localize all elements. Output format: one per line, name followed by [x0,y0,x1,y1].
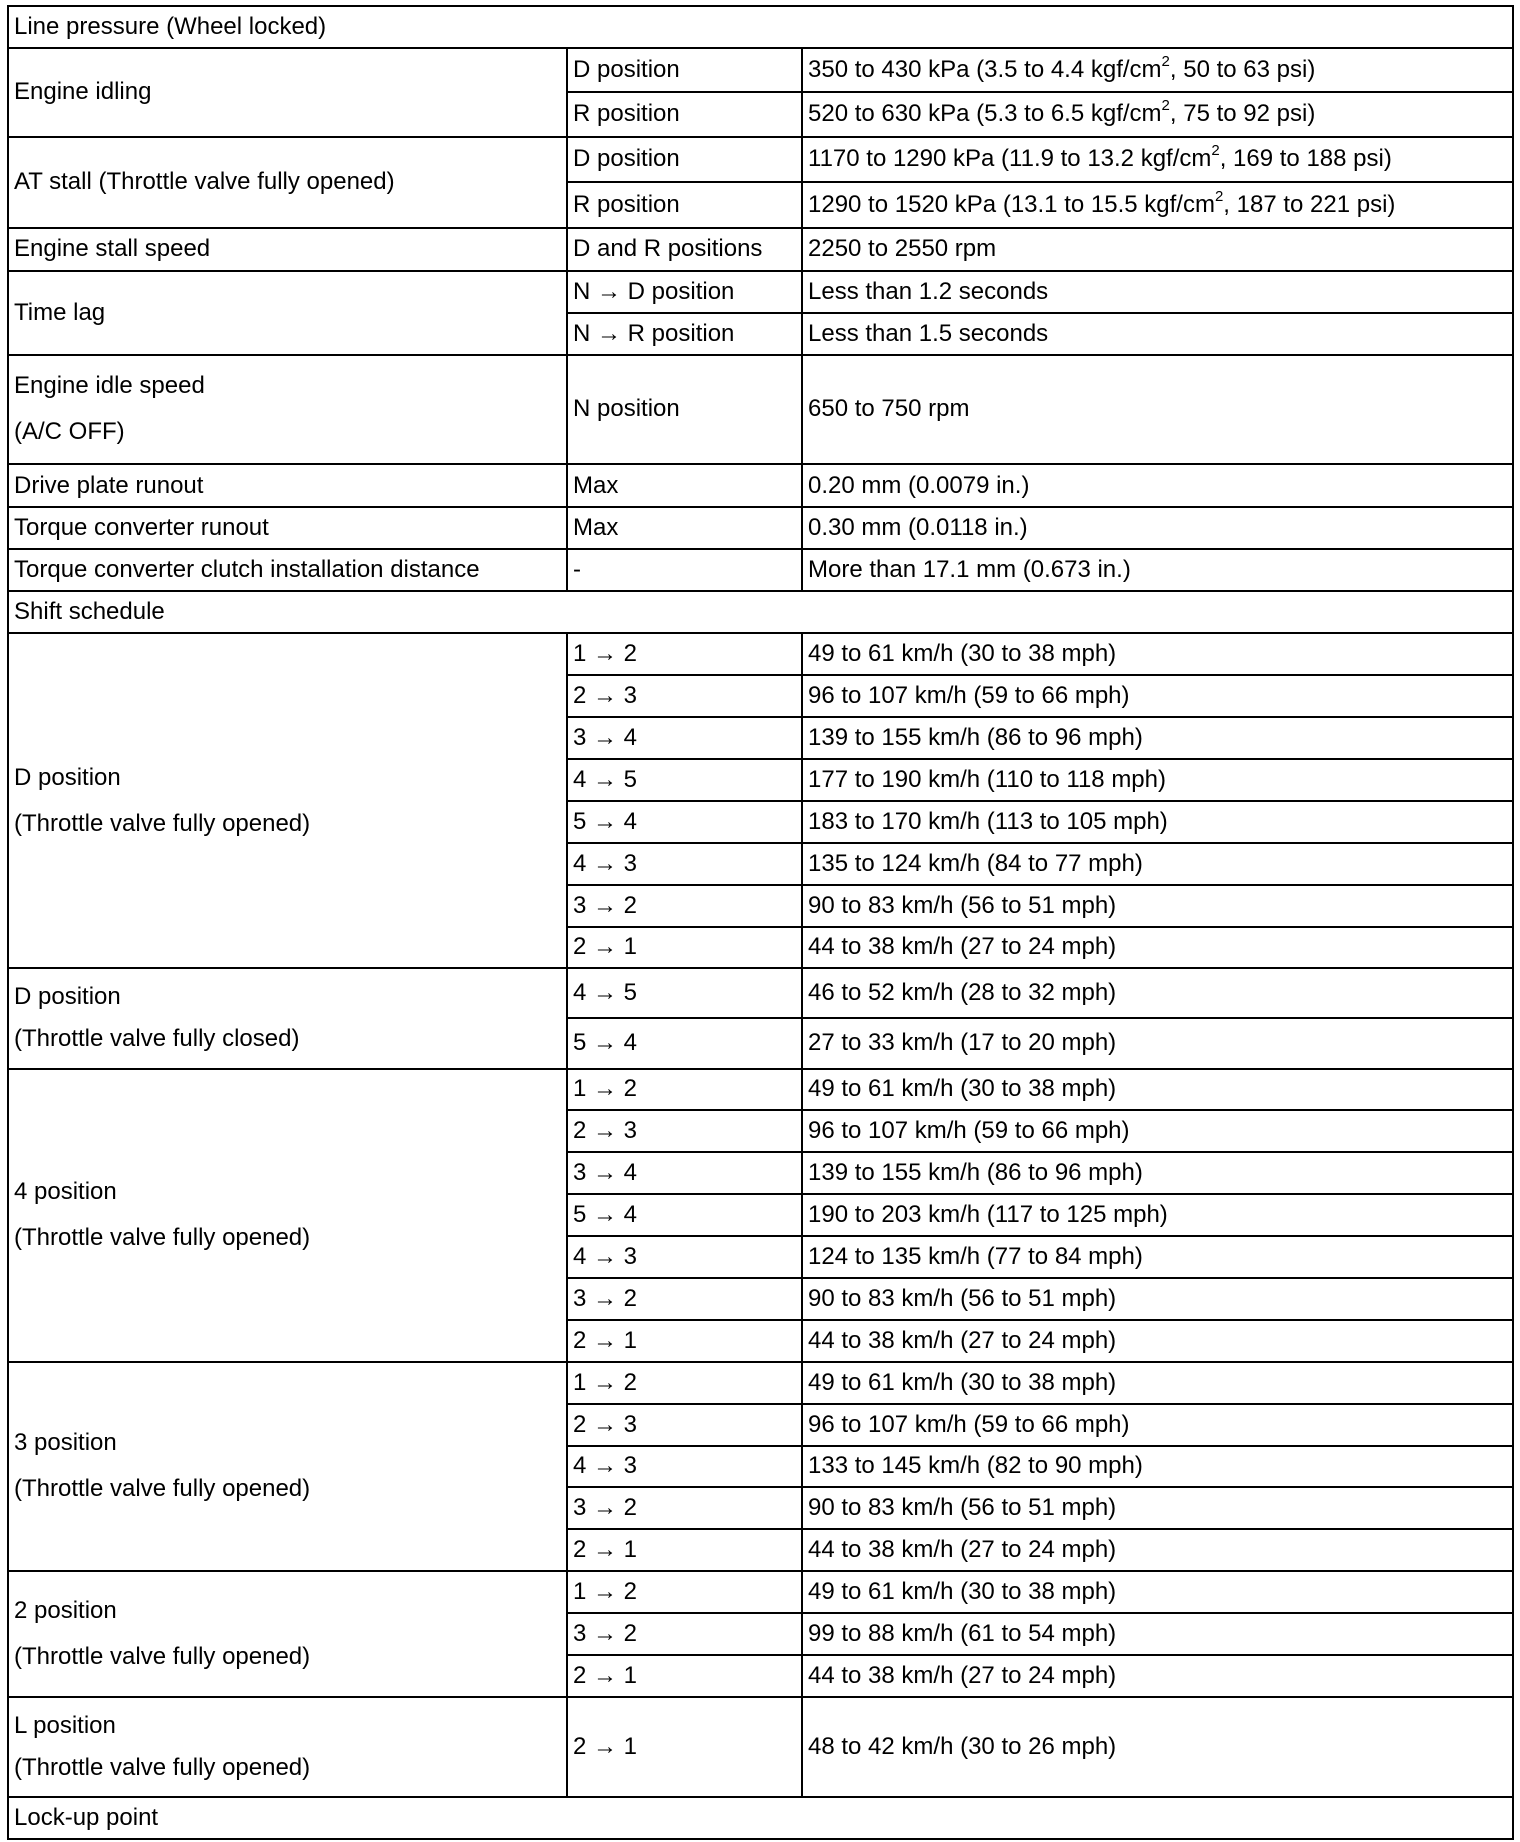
shift-cell: 3 → 2 [567,1278,802,1320]
position-cell: Max [567,464,802,507]
speed-value-cell: 90 to 83 km/h (56 to 51 mph) [802,1487,1513,1529]
item-label-engine-idling: Engine idling [8,48,567,137]
shift-cell: 3 → 4 [567,717,802,759]
value-cell: 0.20 mm (0.0079 in.) [802,464,1513,507]
table-row [8,228,1513,271]
shift-schedule-body [8,633,1513,1797]
shift-cell: 2 → 3 [567,1110,802,1152]
value-cell: Less than 1.2 seconds [802,271,1513,313]
item-label-torque-converter-clutch: Torque converter clutch installation distance [8,549,567,591]
shift-cell: 4 → 3 [567,843,802,885]
position-cell: D position [567,137,802,182]
shift-cell: 3 → 2 [567,885,802,927]
position-cell: N → R position [567,313,802,355]
value-cell: More than 17.1 mm (0.673 in.) [802,549,1513,591]
position-cell: D and R positions [567,228,802,271]
lockup-body [8,1797,1513,1839]
shift-group-label: 3 position (Throttle valve fully opened) [8,1362,567,1571]
value-cell: 2250 to 2550 rpm [802,228,1513,271]
item-label-engine-idle-speed: Engine idle speed (A/C OFF) [8,355,567,465]
speed-value-cell: 90 to 83 km/h (56 to 51 mph) [802,1278,1513,1320]
speed-value-cell: 177 to 190 km/h (110 to 118 mph) [802,759,1513,801]
speed-value-cell: 96 to 107 km/h (59 to 66 mph) [802,1110,1513,1152]
speed-value-cell: 190 to 203 km/h (117 to 125 mph) [802,1194,1513,1236]
shift-cell: 5 → 4 [567,1194,802,1236]
speed-value-cell: 90 to 83 km/h (56 to 51 mph) [802,885,1513,927]
position-cell: R position [567,92,802,136]
speed-value-cell: 44 to 38 km/h (27 to 24 mph) [802,927,1513,969]
value-cell: 520 to 630 kPa (5.3 to 6.5 kgf/$cm^2$, 75 to 92 psi) [802,92,1513,136]
item-label-engine-stall-speed: Engine stall speed [8,228,567,271]
table-row [8,271,1513,313]
shift-group-label: 2 position (Throttle valve fully opened) [8,1571,567,1697]
section-title-shift-schedule: Shift schedule [8,591,1513,633]
table-row [8,137,1513,182]
value-cell: 1290 to 1520 kPa (13.1 to 15.5 kgf/$cm^2$, 187 to 221 psi) [802,182,1513,227]
shift-cell: 1 → 2 [567,1362,802,1404]
table-row [8,1069,1513,1111]
position-cell: - [567,549,802,591]
shift-group-label: L position (Throttle valve fully opened) [8,1697,567,1797]
section-title-line-pressure: Line pressure (Wheel locked) [8,6,1513,48]
shift-cell: 3 → 2 [567,1613,802,1655]
table-row [8,464,1513,507]
item-label-time-lag: Time lag [8,271,567,355]
speed-value-cell: 139 to 155 km/h (86 to 96 mph) [802,717,1513,759]
value-cell: 1170 to 1290 kPa (11.9 to 13.2 kgf/$cm^2$, 169 to 188 psi) [802,137,1513,182]
spec-table [7,5,1514,1840]
speed-value-cell: 139 to 155 km/h (86 to 96 mph) [802,1152,1513,1194]
shift-cell: 5 → 4 [567,801,802,843]
value-cell: Less than 1.5 seconds [802,313,1513,355]
speed-value-cell: 49 to 61 km/h (30 to 38 mph) [802,1571,1513,1613]
table-row [8,968,1513,1018]
shift-cell: 2 → 1 [567,1697,802,1797]
speed-value-cell: 96 to 107 km/h (59 to 66 mph) [802,1404,1513,1446]
shift-cell: 3 → 4 [567,1152,802,1194]
speed-value-cell: 44 to 38 km/h (27 to 24 mph) [802,1529,1513,1571]
speed-value-cell: 48 to 42 km/h (30 to 26 mph) [802,1697,1513,1797]
shift-cell: 1 → 2 [567,1571,802,1613]
position-cell: D position [567,48,802,92]
table-row [8,1797,1513,1839]
table-row [8,633,1513,675]
speed-value-cell: 49 to 61 km/h (30 to 38 mph) [802,633,1513,675]
speed-value-cell: 46 to 52 km/h (28 to 32 mph) [802,968,1513,1018]
position-cell: R position [567,182,802,227]
position-cell: N → D position [567,271,802,313]
speed-value-cell: 96 to 107 km/h (59 to 66 mph) [802,675,1513,717]
shift-cell: 1 → 2 [567,1069,802,1111]
speed-value-cell: 49 to 61 km/h (30 to 38 mph) [802,1069,1513,1111]
shift-cell: 2 → 3 [567,1404,802,1446]
shift-cell: 2 → 1 [567,1655,802,1697]
shift-group-label: D position (Throttle valve fully opened) [8,633,567,968]
speed-value-cell: 99 to 88 km/h (61 to 54 mph) [802,1613,1513,1655]
shift-cell: 2 → 3 [567,675,802,717]
table-row [8,549,1513,591]
speed-value-cell: 27 to 33 km/h (17 to 20 mph) [802,1018,1513,1068]
table-row [8,1571,1513,1613]
value-cell: 650 to 750 rpm [802,355,1513,465]
item-label-torque-converter-runout: Torque converter runout [8,507,567,549]
item-label-at-stall: AT stall (Throttle valve fully opened) [8,137,567,228]
table-row [8,1362,1513,1404]
value-cell: 0.30 mm (0.0118 in.) [802,507,1513,549]
shift-cell: 4 → 5 [567,759,802,801]
shift-cell: 2 → 1 [567,1320,802,1362]
speed-value-cell: 44 to 38 km/h (27 to 24 mph) [802,1655,1513,1697]
shift-group-label: 4 position (Throttle valve fully opened) [8,1069,567,1362]
shift-cell: 4 → 3 [567,1446,802,1488]
position-cell: N position [567,355,802,465]
shift-cell: 4 → 5 [567,968,802,1018]
shift-cell: 4 → 3 [567,1236,802,1278]
shift-group-label: D position (Throttle valve fully closed) [8,968,567,1068]
item-label-drive-plate-runout: Drive plate runout [8,464,567,507]
position-cell: Max [567,507,802,549]
table-row [8,355,1513,465]
value-cell: 350 to 430 kPa (3.5 to 4.4 kgf/$cm^2$, 50 to 63 psi) [802,48,1513,92]
section-title-lock-up-point: Lock-up point [8,1797,1513,1839]
table-row [8,6,1513,48]
speed-value-cell: 133 to 145 km/h (82 to 90 mph) [802,1446,1513,1488]
shift-cell: 2 → 1 [567,927,802,969]
spec-table-body [8,6,1513,633]
shift-cell: 3 → 2 [567,1487,802,1529]
table-row [8,1697,1513,1797]
table-row [8,48,1513,92]
speed-value-cell: 183 to 170 km/h (113 to 105 mph) [802,801,1513,843]
shift-cell: 2 → 1 [567,1529,802,1571]
shift-cell: 5 → 4 [567,1018,802,1068]
speed-value-cell: 124 to 135 km/h (77 to 84 mph) [802,1236,1513,1278]
table-row [8,591,1513,633]
speed-value-cell: 44 to 38 km/h (27 to 24 mph) [802,1320,1513,1362]
speed-value-cell: 135 to 124 km/h (84 to 77 mph) [802,843,1513,885]
table-row [8,507,1513,549]
shift-cell: 1 → 2 [567,633,802,675]
speed-value-cell: 49 to 61 km/h (30 to 38 mph) [802,1362,1513,1404]
